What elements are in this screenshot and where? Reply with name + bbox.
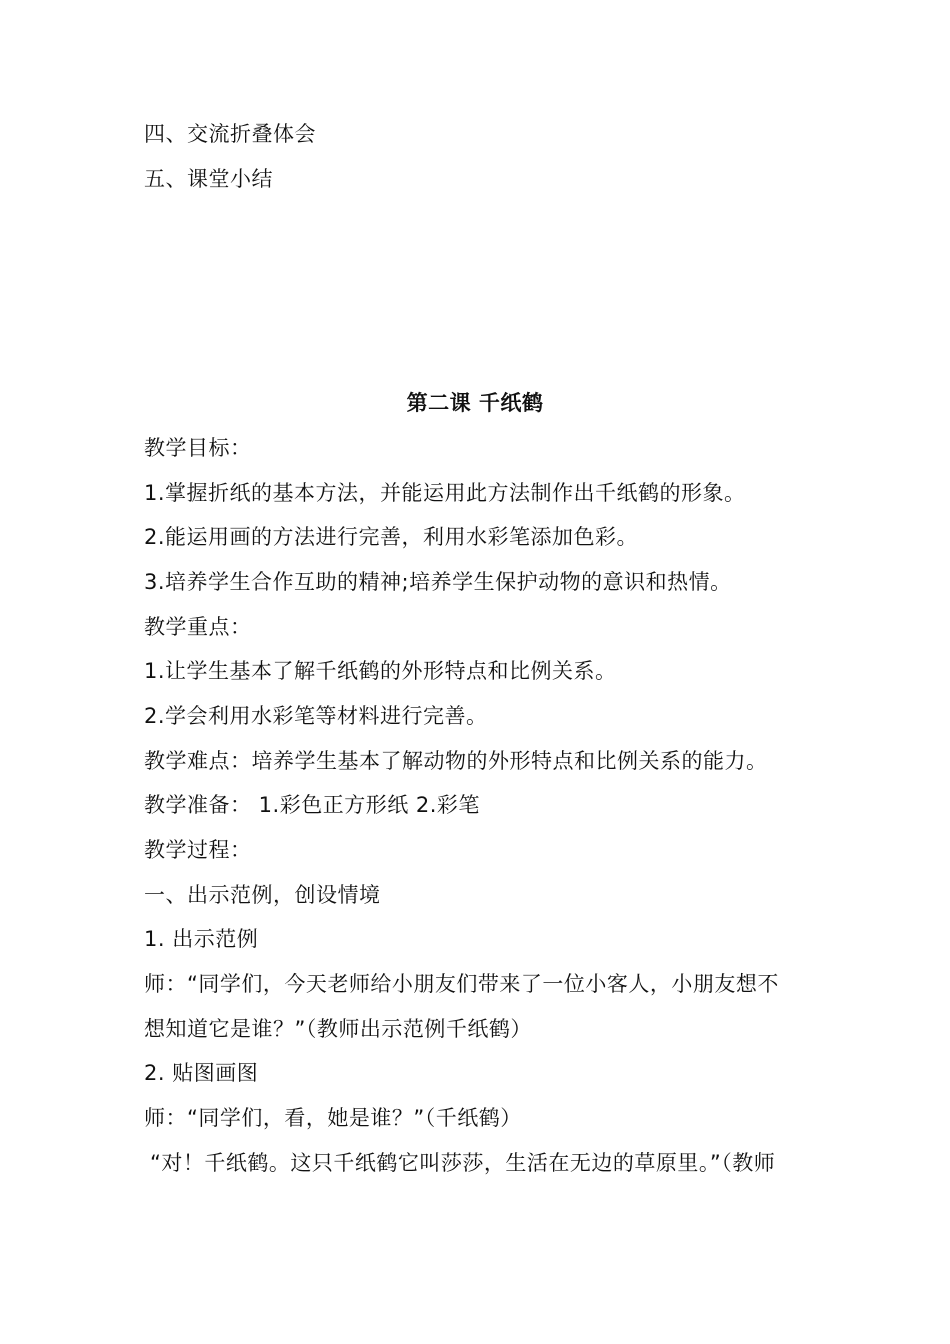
preparation: 教学准备： 1.彩色正方形纸 2.彩笔	[144, 793, 480, 817]
objective-3: 3.培养学生合作互助的精神;培养学生保护动物的意识和热情。	[144, 570, 732, 594]
step-one-sub-1: 1. 出示范例	[144, 927, 259, 951]
process-label: 教学过程：	[144, 838, 252, 862]
step-one-heading: 一、出示范例，创设情境	[144, 883, 381, 907]
lesson-title: 第二课 千纸鹤	[406, 391, 544, 415]
teacher-quote-1a: 师：“同学们，今天老师给小朋友们带来了一位小客人，小朋友想不	[144, 972, 779, 996]
teaching-objectives-label: 教学目标：	[144, 436, 252, 460]
teacher-quote-1b: 想知道它是谁？”（教师出示范例千纸鹤）	[144, 1017, 532, 1041]
key-points-label: 教学重点：	[144, 615, 252, 639]
section-heading-five: 五、课堂小结	[144, 167, 273, 191]
difficulty: 教学难点：培养学生基本了解动物的外形特点和比例关系的能力。	[144, 749, 768, 773]
section-heading-four: 四、交流折叠体会	[144, 122, 316, 146]
teacher-quote-3: “对！千纸鹤。这只千纸鹤它叫莎莎，生活在无边的草原里。”（教师	[150, 1151, 776, 1175]
objective-2: 2.能运用画的方法进行完善，利用水彩笔添加色彩。	[144, 525, 639, 549]
key-point-2: 2.学会利用水彩笔等材料进行完善。	[144, 704, 488, 728]
objective-1: 1.掌握折纸的基本方法，并能运用此方法制作出千纸鹤的形象。	[144, 481, 746, 505]
teacher-quote-2: 师：“同学们，看，她是谁？”（千纸鹤）	[144, 1106, 522, 1130]
step-one-sub-2: 2. 贴图画图	[144, 1061, 259, 1085]
key-point-1: 1.让学生基本了解千纸鹤的外形特点和比例关系。	[144, 659, 617, 683]
